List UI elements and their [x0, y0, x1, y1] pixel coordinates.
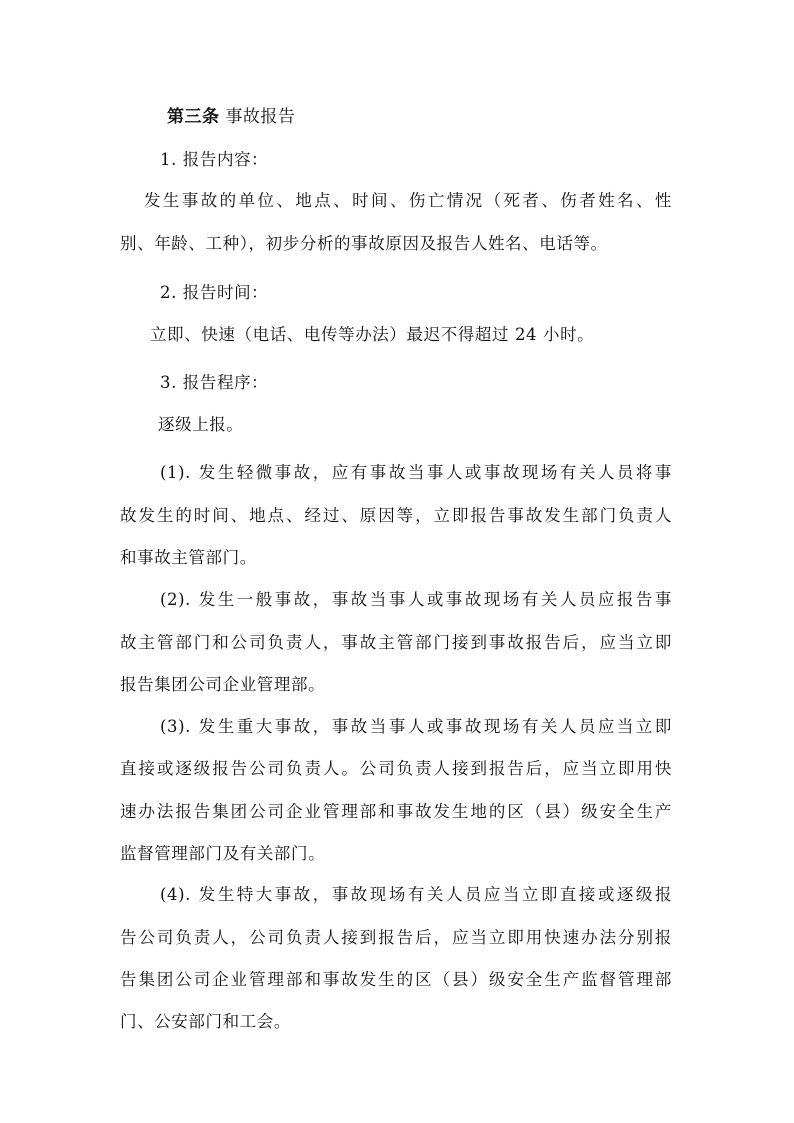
paragraph-line: (4). 发生特大事故，事故现场有关人员应当立即直接或逐级报	[160, 885, 672, 904]
article-title: 事故报告	[225, 107, 296, 127]
paragraph-line: 和事故主管部门。	[120, 548, 257, 567]
paragraph-line: 门、公安部门和工会。	[120, 1012, 291, 1031]
paragraph-line: 直接或逐级报告公司负责人。公司负责人接到报告后，应当立即用快	[120, 759, 672, 778]
paragraph-line: 故主管部门和公司负责人，事故主管部门接到事故报告后，应当立即	[120, 633, 672, 652]
paragraph-line: (2). 发生一般事故，事故当事人或事故现场有关人员应报告事	[160, 590, 672, 609]
paragraph-line: 报告集团公司企业管理部。	[120, 675, 326, 694]
article-number: 第三条	[167, 107, 220, 127]
article-heading	[167, 106, 295, 128]
paragraph-line: 告公司负责人，公司负责人接到报告后，应当立即用快速办法分别报	[120, 928, 672, 947]
paragraph-line: (1). 发生轻微事故，应有事故当事人或事故现场有关人员将事	[160, 463, 672, 482]
paragraph-line: 立即、快速（电话、电传等办法）最迟不得超过 24 小时。	[150, 325, 595, 344]
section-heading-procedure: 3. 报告程序：	[160, 373, 269, 392]
paragraph-line: 告集团公司企业管理部和事故发生的区（县）级安全生产监督管理部	[120, 970, 672, 989]
paragraph-line: (3). 发生重大事故，事故当事人或事故现场有关人员应当立即	[160, 717, 672, 736]
paragraph-line: 故发生的时间、地点、经过、原因等，立即报告事故发生部门负责人	[120, 506, 672, 525]
paragraph-line: 别、年龄、工种），初步分析的事故原因及报告人姓名、电话等。	[120, 234, 608, 253]
paragraph-line: 监督管理部门及有关部门。	[120, 844, 326, 863]
paragraph-line: 发生事故的单位、地点、时间、伤亡情况（死者、伤者姓名、性	[144, 191, 672, 210]
section-heading-content: 1. 报告内容：	[160, 150, 269, 169]
paragraph-line: 速办法报告集团公司企业管理部和事故发生地的区（县）级安全生产	[120, 802, 672, 821]
paragraph-line: 逐级上报。	[158, 415, 244, 434]
section-heading-time: 2. 报告时间：	[160, 283, 269, 302]
